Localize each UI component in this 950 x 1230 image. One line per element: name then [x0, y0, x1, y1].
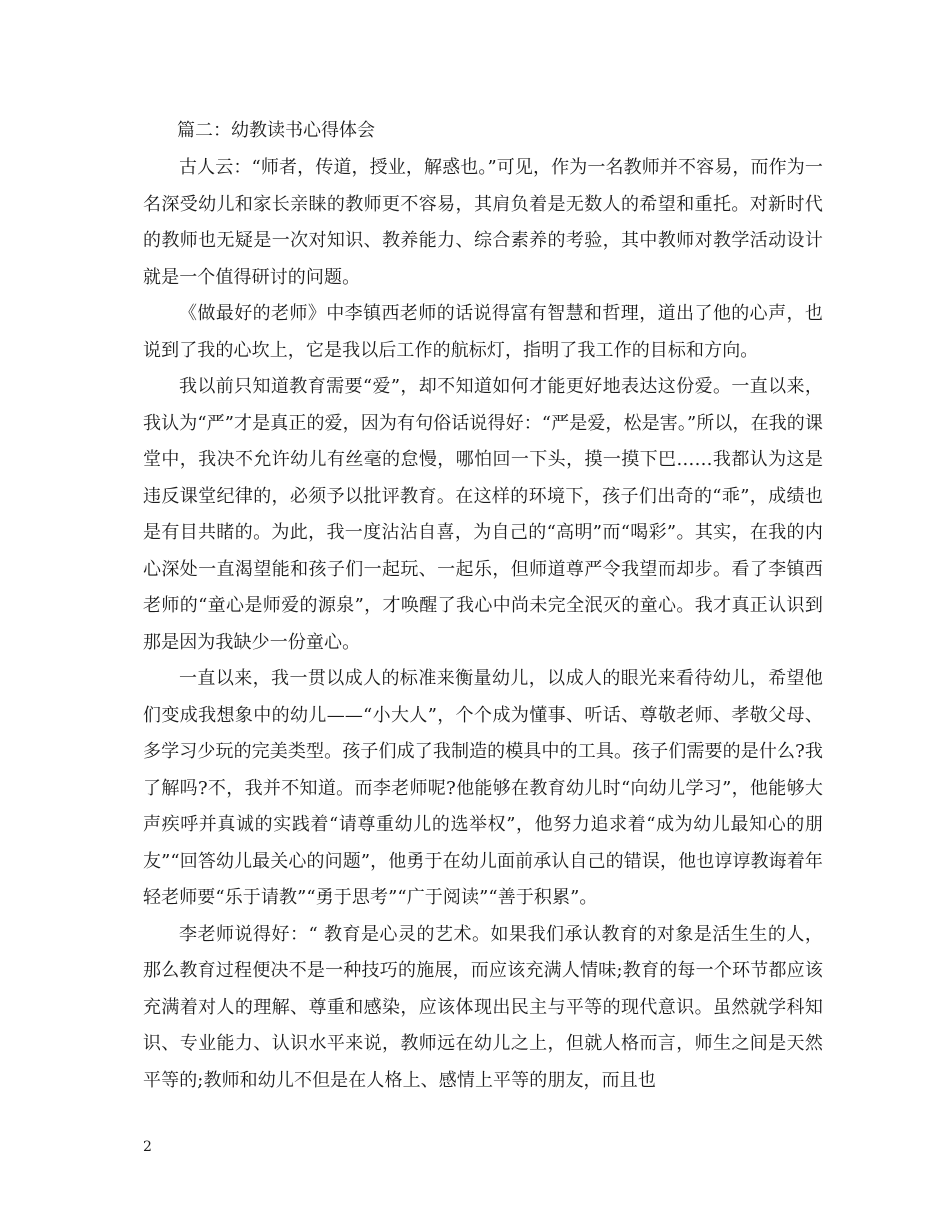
paragraph-5: 李老师说得好：“ 教育是心灵的艺术。如果我们承认教育的对象是活生生的人，那么教育过程便决不是一种技巧的施展，而应该充满人情味;教育的每一个环节都应该充满着对人的理解、尊重和感染，应该体现出民主与平等的现代意识。虽然就学科知识、专业能力、认识水平来说，教师远在幼儿之上，但就人格而言，师生之间是天然平等的;教师和幼儿不但是在人格上、感情上平等的朋友，而且也	[143, 923, 823, 1091]
paragraph-1: 古人云：“师者，传道，授业，解惑也。”可见，作为一名教师并不容易，而作为一名深受幼儿和家长亲睐的教师更不容易，其肩负着是无数人的希望和重托。对新时代的教师也无疑是一次对知识、教养能力、综合素养的考验，其中教师对教学活动设计就是一个值得研讨的问题。	[143, 157, 823, 288]
paragraph-2: 《做最好的老师》中李镇西老师的话说得富有智慧和哲理，道出了他的心声，也说到了我的心坎上，它是我以后工作的航标灯，指明了我工作的目标和方向。	[143, 303, 823, 361]
page-number: 2	[143, 1139, 152, 1155]
document-body	[143, 150, 823, 1099]
section-title: 篇二：幼教读书心得体会	[177, 120, 375, 141]
paragraph-3: 我以前只知道教育需要“爱”，却不知道如何才能更好地表达这份爱。一直以来，我认为“严”才是真正的爱，因为有句俗话说得好：“严是爱，松是害。”所以，在我的课堂中，我决不允许幼儿有丝毫的怠慢，哪怕回一下头，摸一摸下巴……我都认为这是违反课堂纪律的，必须予以批评教育。在这样的环境下，孩子们出奇的“乖”，成绩也是有目共睹的。为此，我一度沾沾自喜，为自己的“高明”而“喝彩”。其实，在我的内心深处一直渴望能和孩子们一起玩、一起乐，但师道尊严令我望而却步。看了李镇西老师的“童心是师爱的源泉”，才唤醒了我心中尚未完全泯灭的童心。我才真正认识到那是因为我缺少一份童心。	[143, 376, 823, 653]
paragraph-4: 一直以来，我一贯以成人的标准来衡量幼儿，以成人的眼光来看待幼儿，希望他们变成我想象中的幼儿——“小大人”，个个成为懂事、听话、尊敬老师、孝敬父母、多学习少玩的完美类型。孩子们成了我制造的模具中的工具。孩子们需要的是什么?我了解吗?不，我并不知道。而李老师呢?他能够在教育幼儿时“向幼儿学习”，他能够大声疾呼并真诚的实践着“请尊重幼儿的选举权”，他努力追求着“成为幼儿最知心的朋友”“回答幼儿最关心的问题”，他勇于在幼儿面前承认自己的错误，他也谆谆教诲着年轻老师要“乐于请教”“勇于思考”“广于阅读”“善于积累”。	[143, 668, 823, 908]
